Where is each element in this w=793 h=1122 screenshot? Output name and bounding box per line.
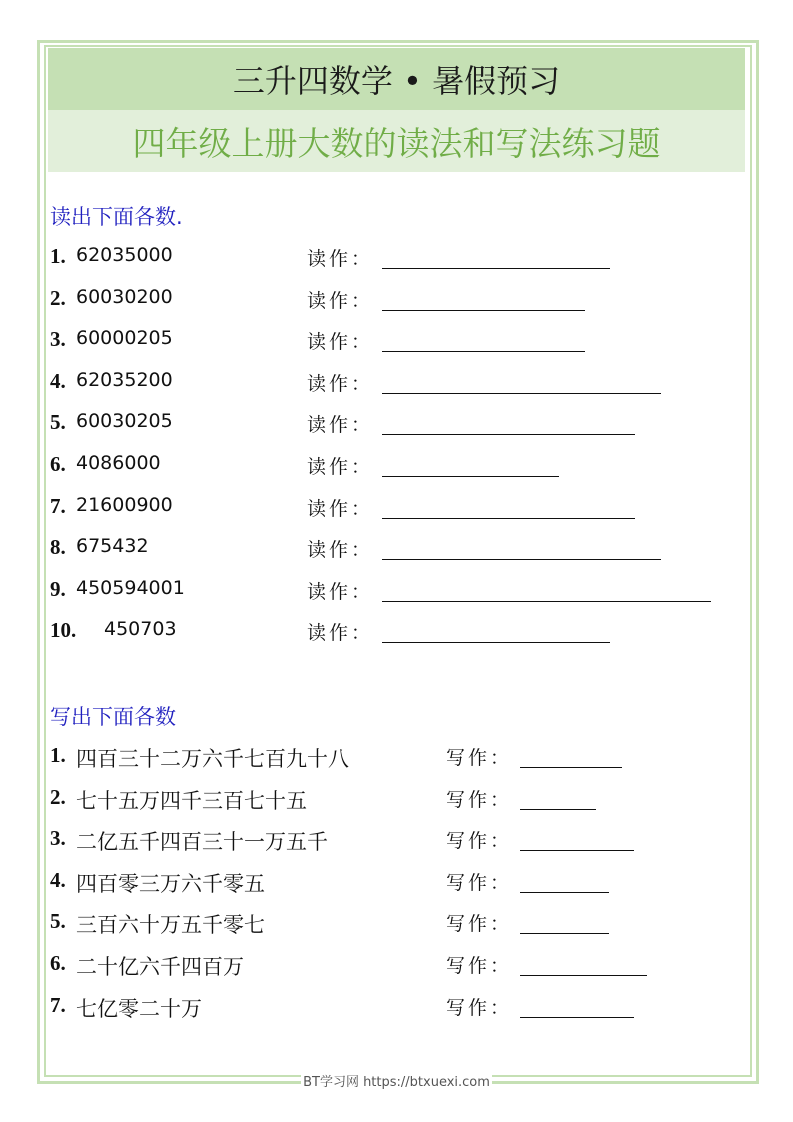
answer-label: 写作： [446,789,513,811]
read-item [50,286,750,316]
answer-blank[interactable] [520,975,647,976]
item-number: 2. [50,785,66,809]
answer-label: 读作： [307,331,374,353]
item-value: 七十五万四千三百七十五 [76,789,307,813]
item-value: 四百零三万六千零五 [76,872,265,896]
item-value: 三百六十万五千零七 [76,913,265,937]
answer-label: 读作： [307,622,374,644]
answer-label: 读作： [307,498,374,520]
item-value: 60000205 [76,327,173,349]
item-number: 1. [50,244,66,268]
item-number: 4. [50,369,66,393]
item-number: 2. [50,286,66,310]
read-item [50,535,750,565]
read-item [50,369,750,399]
write-item [50,868,750,898]
answer-blank[interactable] [520,1017,634,1018]
answer-blank[interactable] [382,601,711,602]
item-number: 9. [50,577,66,601]
read-item [50,410,750,440]
answer-label: 写作： [446,955,513,977]
answer-blank[interactable] [382,393,661,394]
item-number: 3. [50,826,66,850]
item-value: 4086000 [76,452,161,474]
answer-blank[interactable] [382,351,585,352]
item-number: 7. [50,494,66,518]
item-value: 60030200 [76,286,173,308]
answer-label: 写作： [446,872,513,894]
item-number: 5. [50,410,66,434]
footer-watermark [0,1071,793,1090]
read-item [50,618,750,648]
answer-blank[interactable] [382,559,661,560]
item-number: 5. [50,909,66,933]
answer-label: 读作： [307,290,374,312]
item-number: 4. [50,868,66,892]
item-value: 二十亿六千四百万 [76,955,244,979]
section-write-title: 写出下面各数 [50,705,176,729]
answer-label: 读作： [307,581,374,603]
answer-blank[interactable] [520,809,596,810]
answer-blank[interactable] [382,642,610,643]
answer-label: 写作： [446,830,513,852]
item-value: 450594001 [76,577,185,599]
answer-label: 写作： [446,997,513,1019]
answer-blank[interactable] [382,434,635,435]
answer-blank[interactable] [520,767,622,768]
item-value: 四百三十二万六千七百九十八 [76,747,349,771]
write-item [50,826,750,856]
answer-blank[interactable] [382,268,610,269]
item-value: 21600900 [76,494,173,516]
item-number: 7. [50,993,66,1017]
item-number: 8. [50,535,66,559]
answer-blank[interactable] [520,933,609,934]
read-item [50,494,750,524]
item-value: 450703 [104,618,177,640]
answer-label: 读作： [307,373,374,395]
answer-label: 读作： [307,248,374,270]
item-value: 62035200 [76,369,173,391]
answer-blank[interactable] [520,892,609,893]
answer-blank[interactable] [382,476,559,477]
answer-label: 写作： [446,747,513,769]
read-item [50,452,750,482]
item-number: 10. [50,618,77,642]
answer-blank[interactable] [382,518,635,519]
item-number: 6. [50,452,66,476]
item-number: 1. [50,743,66,767]
page-subtitle: 四年级上册大数的读法和写法练习题 [48,110,745,172]
footer-text: BT学习网 https://btxuexi.com [303,1075,490,1090]
item-number: 6. [50,951,66,975]
write-item [50,909,750,939]
item-value: 二亿五千四百三十一万五千 [76,830,328,854]
answer-blank[interactable] [382,310,585,311]
write-item [50,785,750,815]
read-item [50,244,750,274]
item-number: 3. [50,327,66,351]
item-value: 675432 [76,535,149,557]
answer-label: 读作： [307,539,374,561]
page-title: 三升四数学 • 暑假预习 [48,48,745,110]
write-item [50,993,750,1023]
answer-label: 写作： [446,913,513,935]
answer-label: 读作： [307,456,374,478]
write-item [50,743,750,773]
read-item [50,327,750,357]
answer-blank[interactable] [520,850,634,851]
read-item [50,577,750,607]
item-value: 60030205 [76,410,173,432]
item-value: 62035000 [76,244,173,266]
answer-label: 读作： [307,414,374,436]
section-read-title: 读出下面各数. [50,205,183,229]
item-value: 七亿零二十万 [76,997,202,1021]
write-item [50,951,750,981]
